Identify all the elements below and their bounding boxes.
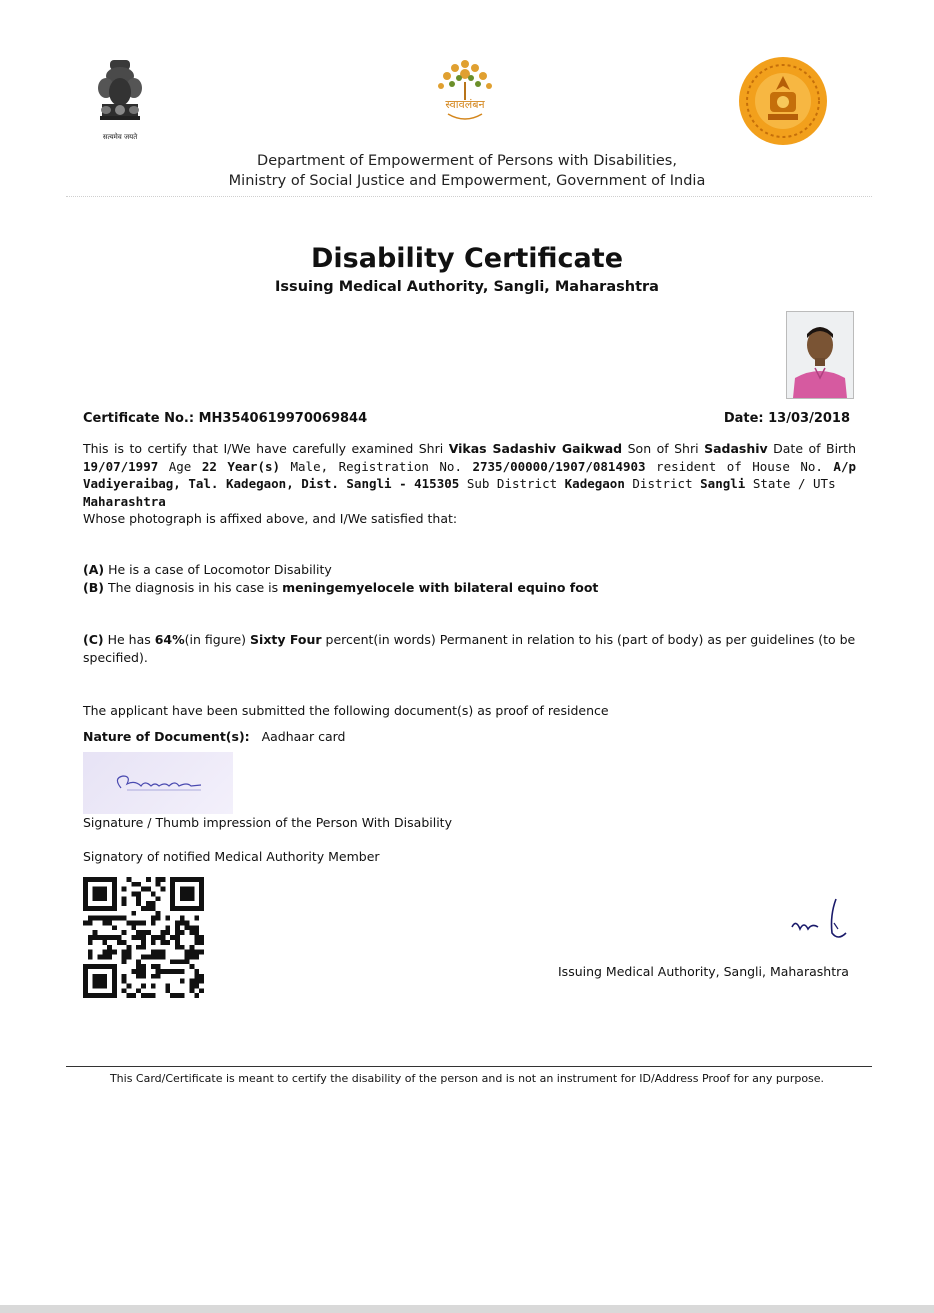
statement-text: Date of Birth: [767, 441, 857, 456]
authority-caption: Issuing Medical Authority, Sangli, Maharashtra: [558, 964, 849, 979]
statement-text: This is to certify that I/We have carefully examined Shri: [83, 441, 449, 456]
applicant-signature-caption: Signature / Thumb impression of the Person With Disability: [83, 815, 452, 830]
applicant-signature-image: [83, 752, 233, 814]
qr-code: [83, 877, 204, 998]
sub-district: Kadegaon: [564, 476, 625, 491]
signatory-label: Signatory of notified Medical Authority Member: [83, 849, 380, 864]
certificate-no: MH3540619970069844: [198, 411, 368, 426]
swavlamban-logo-text: स्वावलंबन: [445, 98, 485, 111]
certification-statement: [83, 440, 856, 528]
clause-c: [83, 631, 856, 666]
authority-signature-image: [786, 893, 856, 948]
address: A/p Vadiyeraibag, Tal. Kadegaon, Dist. Sangli - 415305: [83, 458, 856, 491]
clause-c-text: He has: [103, 632, 155, 647]
clause-c-text: percent(in words) Permanent in relation to his (part of body) as per guidelines (to be specified).: [83, 632, 856, 665]
district: Sangli: [700, 476, 746, 491]
national-emblem-logo: [92, 52, 148, 144]
clause-a-label: (A): [83, 562, 105, 577]
date-value: 13/03/2018: [768, 411, 850, 426]
certificate-date: [724, 411, 850, 426]
emblem-motto: सत्यमेव जयते: [102, 133, 138, 141]
department-line-1: Department of Empowerment of Persons with Disabilities,: [257, 153, 677, 169]
state: Maharashtra: [83, 493, 166, 509]
footer-divider: [66, 1066, 872, 1067]
header-divider: [66, 196, 872, 197]
statement-text: State / UTs: [745, 476, 836, 491]
clause-a: [83, 561, 856, 579]
statement-text: District: [624, 476, 701, 491]
statement-text: Age: [158, 458, 202, 474]
certificate-meta: [83, 411, 850, 426]
clause-b: [83, 579, 856, 597]
applicant-photo: [786, 311, 854, 399]
clause-a-text: He is a case of Locomotor Disability: [104, 562, 332, 577]
date-of-birth: 19/07/1997: [83, 458, 159, 474]
certificate-no-label: Certificate No.:: [83, 411, 195, 426]
disability-percent: 64%: [154, 632, 185, 647]
clause-c-text: (in figure): [184, 632, 251, 647]
statement-text: Male, Registration No.: [280, 458, 473, 474]
clause-b-label: (B): [83, 580, 104, 595]
certificate-subtitle: Issuing Medical Authority, Sangli, Maharashtra: [275, 279, 659, 295]
footer-disclaimer: This Card/Certificate is meant to certify the disability of the person and is not an instrument for ID/Address Proof for any purpose.: [109, 1072, 825, 1085]
department-heading: [0, 151, 934, 191]
disability-percent-words: Sixty Four: [250, 632, 322, 647]
diagnosis: meningemyelocele with bilateral equino foot: [282, 580, 599, 595]
statement-text: Son of Shri: [622, 441, 705, 456]
statement-text: resident of House No.: [645, 458, 834, 474]
date-label: Date:: [723, 411, 764, 426]
registration-no: 2735/00000/1907/0814903: [472, 458, 646, 474]
documents-row: [83, 728, 856, 746]
father-name: Sadashiv: [704, 441, 768, 456]
clause-c-label: (C): [83, 632, 104, 647]
statement-text: Sub District: [459, 476, 565, 491]
swavlamban-logo: [422, 54, 508, 126]
documents-intro: The applicant have been submitted the following document(s) as proof of residence: [83, 703, 609, 718]
clause-b-text: The diagnosis in his case is: [103, 580, 283, 595]
statement-text: Whose photograph is affixed above, and I/We satisfied that:: [83, 511, 458, 526]
maharashtra-seal-logo: [738, 56, 828, 146]
page-edge-shadow: [0, 1305, 934, 1313]
documents-label: Nature of Document(s):: [83, 729, 250, 744]
certificate-title: Disability Certificate: [310, 243, 624, 274]
department-line-2: Ministry of Social Justice and Empowerment, Government of India: [228, 173, 706, 189]
documents-value: Aadhaar card: [261, 729, 346, 744]
age: 22 Year(s): [201, 458, 281, 474]
applicant-name: Vikas Sadashiv Gaikwad: [448, 441, 623, 456]
